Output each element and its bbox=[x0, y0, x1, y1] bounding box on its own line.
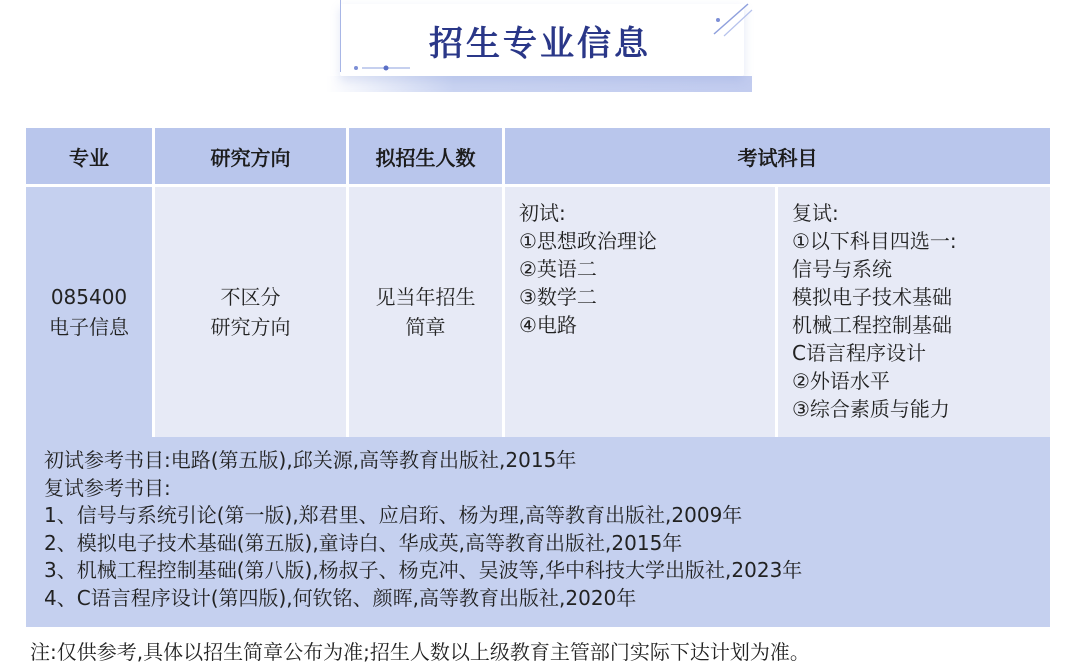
page-title: 招生专业信息 bbox=[429, 24, 651, 64]
first-exam-item: ③数学二 bbox=[519, 285, 597, 309]
first-exam-item: ①思想政治理论 bbox=[519, 229, 657, 253]
first-exam-item: ④电路 bbox=[519, 313, 577, 337]
header-enrollment: 拟招生人数 bbox=[349, 128, 505, 184]
reference-books bbox=[26, 437, 1050, 627]
retest-item: C语言程序设计 bbox=[792, 341, 926, 365]
major-name: 电子信息 bbox=[49, 315, 129, 339]
retest-label: 复试: bbox=[792, 201, 839, 225]
first-exam-label: 初试: bbox=[519, 201, 566, 225]
reference-line: 3、机械工程控制基础(第八版),杨叔子、杨克冲、吴波等,华中科技大学出版社,2023年 bbox=[44, 558, 803, 582]
reference-line: 复试参考书目: bbox=[44, 475, 171, 500]
direction-line-2: 研究方向 bbox=[210, 315, 291, 339]
header-major: 专业 bbox=[26, 128, 155, 184]
enrollment-line-1: 见当年招生 bbox=[375, 285, 476, 309]
major-cell bbox=[26, 187, 155, 437]
direction-cell bbox=[155, 187, 349, 437]
footnote: 注:仅供参考,具体以招生简章公布为准;招生人数以上级教育主管部门实际下达计划为准。 bbox=[30, 640, 810, 664]
enrollment-table bbox=[26, 128, 1050, 440]
retest-exam bbox=[778, 187, 1050, 437]
major-code: 085400 bbox=[50, 285, 128, 309]
retest-item: 信号与系统 bbox=[792, 257, 892, 281]
reference-line: 初试参考书目:电路(第五版),邱关源,高等教育出版社,2015年 bbox=[44, 448, 577, 472]
title-underlay bbox=[326, 76, 752, 92]
retest-item: 机械工程控制基础 bbox=[792, 313, 952, 337]
header-direction: 研究方向 bbox=[155, 128, 349, 184]
retest-item: ①以下科目四选一: bbox=[792, 229, 957, 253]
retest-item: ②外语水平 bbox=[792, 369, 890, 393]
header-exam-subjects: 考试科目 bbox=[505, 128, 1050, 184]
title-banner bbox=[326, 0, 754, 96]
first-exam-item: ②英语二 bbox=[519, 257, 597, 281]
reference-line: 1、信号与系统引论(第一版),郑君里、应启珩、杨为理,高等教育出版社,2009年 bbox=[44, 503, 743, 527]
direction-line-1: 不区分 bbox=[220, 285, 281, 309]
exam-cell bbox=[505, 187, 1050, 437]
enrollment-line-2: 简章 bbox=[405, 315, 446, 339]
table-header-row bbox=[26, 128, 1050, 187]
enrollment-cell bbox=[349, 187, 505, 437]
reference-line: 2、模拟电子技术基础(第五版),童诗白、华成英,高等教育出版社,2015年 bbox=[44, 530, 683, 555]
table-row bbox=[26, 187, 1050, 440]
reference-line: 4、C语言程序设计(第四版),何钦铭、颜晖,高等教育出版社,2020年 bbox=[44, 585, 637, 610]
first-exam bbox=[505, 187, 778, 437]
retest-item: 模拟电子技术基础 bbox=[792, 285, 952, 309]
retest-item: ③综合素质与能力 bbox=[792, 397, 950, 421]
